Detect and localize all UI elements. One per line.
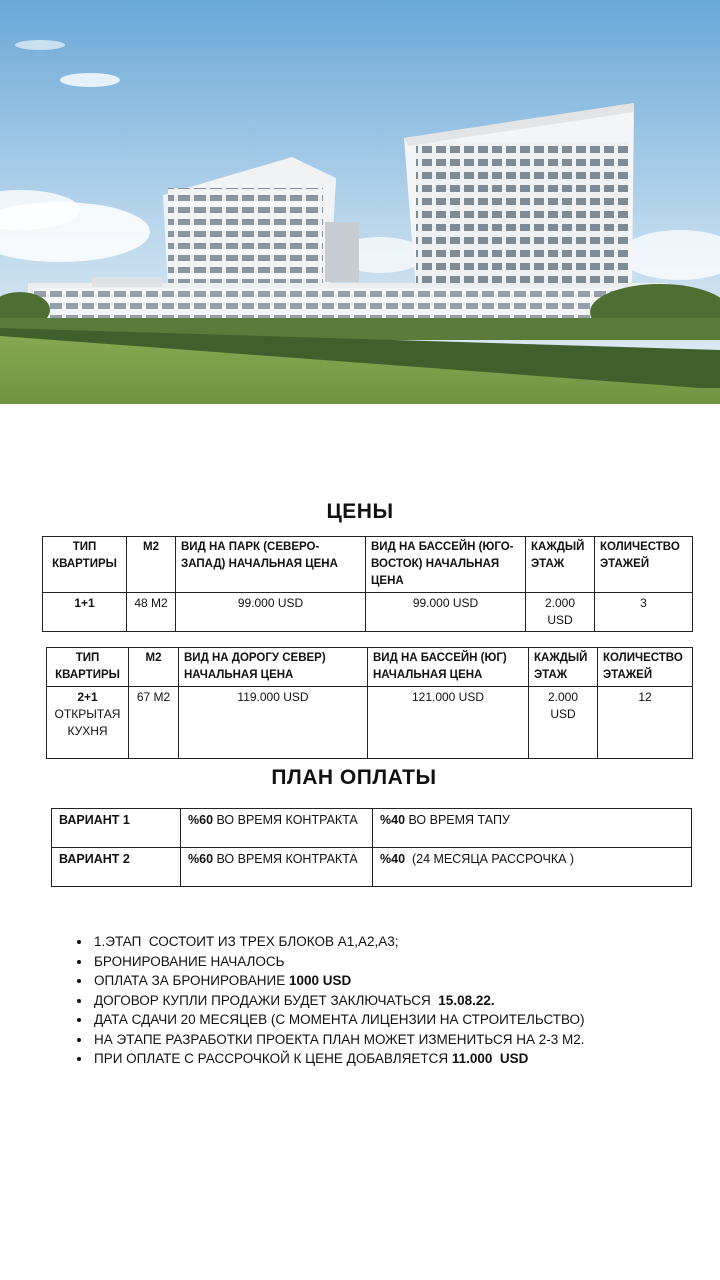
prices-heading: ЦЕНЫ [326, 500, 394, 523]
header-pool-view-price: ВИД НА БАССЕЙН (ЮГ) НАЧАЛЬНАЯ ЦЕНА [368, 648, 529, 687]
header-park-view-price: ВИД НА ПАРК (СЕВЕРО-ЗАПАД) НАЧАЛЬНАЯ ЦЕНА [176, 537, 366, 593]
cell-apartment-type-sub: ОТКРЫТАЯ КУХНЯ [54, 707, 121, 738]
header-road-view-price: ВИД НА ДОРОГУ СЕВЕР) НАЧАЛЬНАЯ ЦЕНА [179, 648, 368, 687]
list-item: • БРОНИРОВАНИЕ НАЧАЛОСЬ [92, 952, 720, 972]
table-header-row [43, 537, 693, 593]
cell-park-view-price: 99.000 USD [176, 593, 366, 632]
cell-floors-count: 12 [598, 687, 693, 759]
table-row [43, 593, 693, 632]
cell-road-view-price: 119.000 USD [179, 687, 368, 759]
list-item: • ПРИ ОПЛАТЕ С РАССРОЧКОЙ К ЦЕНЕ ДОБАВЛЯЕТСЯ 11.000 USD [92, 1049, 720, 1069]
payment-variant-name: ВАРИАНТ 2 [52, 848, 181, 887]
cell-m2: 67 М2 [129, 687, 179, 759]
building-rendering [0, 0, 720, 404]
header-m2: М2 [127, 537, 176, 593]
header-each-floor: КАЖДЫЙ ЭТАЖ [526, 537, 595, 593]
header-apartment-type: ТИП КВАРТИРЫ [47, 648, 129, 687]
cell-pool-view-price: 121.000 USD [368, 687, 529, 759]
notes-list [58, 932, 720, 1069]
header-m2: М2 [129, 648, 179, 687]
list-item: • ДАТА СДАЧИ 20 МЕСЯЦЕВ (С МОМЕНТА ЛИЦЕНЗИИ НА СТРОИТЕЛЬСТВО) [92, 1010, 720, 1030]
header-floors-count: КОЛИЧЕСТВО ЭТАЖЕЙ [598, 648, 693, 687]
table-header-row [47, 648, 693, 687]
header-each-floor: КАЖДЫЙ ЭТАЖ [529, 648, 598, 687]
cell-apartment-type [47, 687, 129, 759]
header-apartment-type: ТИП КВАРТИРЫ [43, 537, 127, 593]
list-item: • НА ЭТАПЕ РАЗРАБОТКИ ПРОЕКТА ПЛАН МОЖЕТ ИЗМЕНИТЬСЯ НА 2-3 М2. [92, 1030, 720, 1050]
cell-each-floor: 2.000 USD [529, 687, 598, 759]
payment-variant-name: ВАРИАНТ 1 [52, 809, 181, 848]
cell-apartment-type-main: 2+1 [77, 690, 98, 704]
cell-m2: 48 М2 [127, 593, 176, 632]
table-row [52, 809, 692, 848]
payment-plan-heading: ПЛАН ОПЛАТЫ [271, 766, 437, 789]
list-item: • ДОГОВОР КУПЛИ ПРОДАЖИ БУДЕТ ЗАКЛЮЧАТЬСЯ 15.08.22. [92, 991, 720, 1011]
payment-variant-part1: %60 ВО ВРЕМЯ КОНТРАКТА [181, 848, 373, 887]
payment-variant-part2: %40 (24 МЕСЯЦА РАССРОЧКА ) [373, 848, 692, 887]
payment-plan-table [51, 808, 692, 887]
table-row [52, 848, 692, 887]
list-item: • 1.ЭТАП СОСТОИТ ИЗ ТРЕХ БЛОКОВ А1,А2,А3; [92, 932, 720, 952]
prices-table-2bed [46, 647, 693, 759]
cell-apartment-type: 1+1 [43, 593, 127, 632]
payment-variant-part2: %40 ВО ВРЕМЯ ТАПУ [373, 809, 692, 848]
prices-table-1bed [42, 536, 693, 632]
list-item: • ОПЛАТА ЗА БРОНИРОВАНИЕ 1000 USD [92, 971, 720, 991]
cell-each-floor: 2.000 USD [526, 593, 595, 632]
cell-pool-view-price: 99.000 USD [366, 593, 526, 632]
header-pool-view-price: ВИД НА БАССЕЙН (ЮГО-ВОСТОК) НАЧАЛЬНАЯ ЦЕНА [366, 537, 526, 593]
cell-floors-count: 3 [595, 593, 693, 632]
header-floors-count: КОЛИЧЕСТВО ЭТАЖЕЙ [595, 537, 693, 593]
table-row [47, 687, 693, 759]
payment-variant-part1: %60 ВО ВРЕМЯ КОНТРАКТА [181, 809, 373, 848]
